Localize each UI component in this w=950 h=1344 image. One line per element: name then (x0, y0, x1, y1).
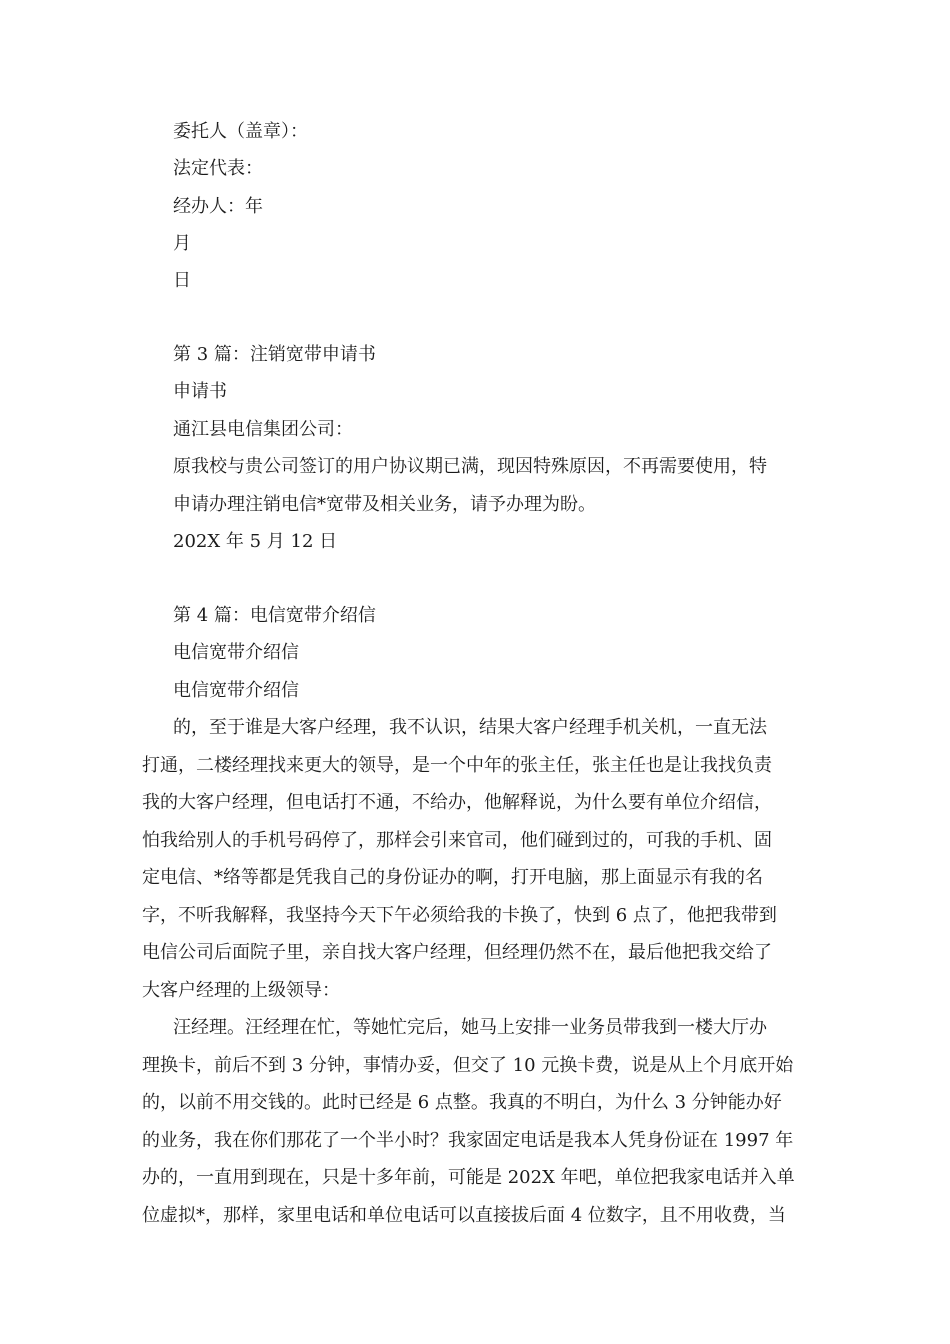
section3-body-line: 原我校与贵公司签订的用户协议期已满，现因特殊原因，不再需要使用，特 (173, 456, 767, 477)
para1-line: 字，不听我解释，我坚持今天下午必须给我的卡换了，快到 6 点了，他把我带到 (142, 905, 777, 926)
section3-title: 申请书 (173, 381, 227, 402)
day-line: 日 (173, 270, 191, 291)
para1-line: 大客户经理的上级领导： (142, 980, 340, 1001)
section3-body-line: 申请办理注销电信*宽带及相关业务，请予办理为盼。 (173, 494, 596, 515)
para1-line: 怕我给别人的手机号码停了，那样会引来官司，他们碰到过的，可我的手机、固 (142, 830, 772, 851)
para1-line: 的，至于谁是大客户经理，我不认识，结果大客户经理手机关机，一直无法 (173, 717, 767, 738)
para2-line: 办的，一直用到现在，只是十多年前，可能是 202X 年吧，单位把我家电话并入单 (142, 1167, 795, 1188)
section4-title: 电信宽带介绍信 (173, 680, 299, 701)
handler-line: 经办人：年 (173, 196, 263, 217)
para2-line: 位虚拟*，那样，家里电话和单位电话可以直接拔后面 4 位数字，且不用收费，当 (142, 1205, 786, 1226)
legal-rep-line: 法定代表： (173, 158, 263, 179)
para2-line: 的，以前不用交钱的。此时已经是 6 点整。我真的不明白，为什么 3 分钟能办好 (142, 1092, 782, 1113)
section3-addressee: 通江县电信集团公司： (173, 419, 353, 440)
para1-line: 我的大客户经理，但电话打不通，不给办，他解释说，为什么要有单位介绍信， (142, 792, 772, 813)
para2-line: 的业务，我在你们那花了一个半小时？我家固定电话是我本人凭身份证在 1997 年 (142, 1130, 794, 1151)
section3-date: 202X 年 5 月 12 日 (173, 531, 338, 552)
section3-heading: 第 3 篇：注销宽带申请书 (173, 344, 376, 365)
para2-line: 汪经理。汪经理在忙，等她忙完后，她马上安排一业务员带我到一楼大厅办 (173, 1017, 767, 1038)
principal-seal-line: 委托人（盖章）： (173, 121, 308, 142)
para1-line: 定电信、*络等都是凭我自己的身份证办的啊，打开电脑，那上面显示有我的名 (142, 867, 763, 888)
para1-line: 打通，二楼经理找来更大的领导，是一个中年的张主任，张主任也是让我找负责 (142, 755, 772, 776)
month-line: 月 (173, 233, 191, 254)
para2-line: 理换卡，前后不到 3 分钟，事情办妥，但交了 10 元换卡费，说是从上个月底开始 (142, 1055, 794, 1076)
section4-title: 电信宽带介绍信 (173, 642, 299, 663)
para1-line: 电信公司后面院子里，亲自找大客户经理，但经理仍然不在，最后他把我交给了 (142, 942, 772, 963)
section4-heading: 第 4 篇：电信宽带介绍信 (173, 605, 376, 626)
